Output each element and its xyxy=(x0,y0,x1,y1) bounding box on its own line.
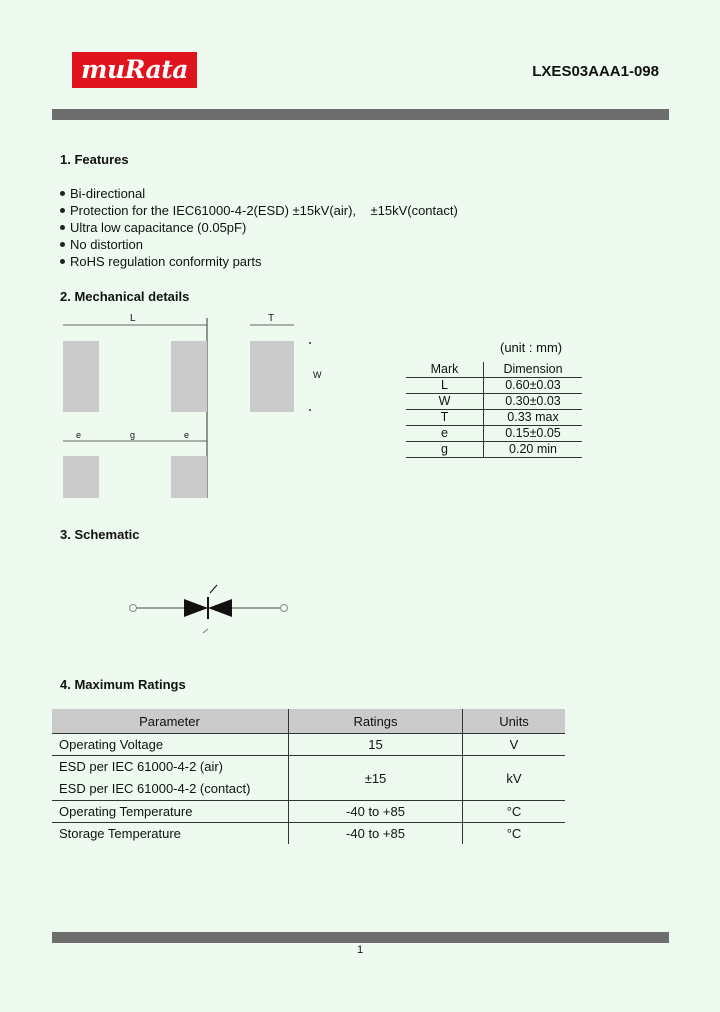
list-item: Bi-directional xyxy=(60,185,458,202)
ratings-table xyxy=(52,709,565,844)
list-item: Ultra low capacitance (0.05pF) xyxy=(60,219,458,236)
murata-logo: muRata xyxy=(72,52,197,88)
header-divider xyxy=(52,109,669,120)
unit-note: (unit : mm) xyxy=(500,340,563,355)
features-title: 1. Features xyxy=(60,152,129,167)
table-row: L 0.60±0.03 xyxy=(406,378,582,394)
schematic-diagram xyxy=(120,575,300,645)
diode-right-icon xyxy=(208,599,232,617)
pad-top-right xyxy=(171,341,207,412)
list-item: Protection for the IEC61000-4-2(ESD) ±15kV(air), ±15kV(contact) xyxy=(60,202,458,219)
dim-tick-W-top xyxy=(309,342,311,344)
features-list xyxy=(60,185,458,270)
diode-left-icon xyxy=(184,599,208,617)
table-row: e 0.15±0.05 xyxy=(406,426,582,442)
label-T: T xyxy=(268,313,275,324)
label-W: W xyxy=(313,370,322,380)
table-row: Storage Temperature -40 to +85 °C xyxy=(52,823,565,845)
bullet-icon xyxy=(60,191,65,196)
table-row: W 0.30±0.03 xyxy=(406,394,582,410)
schematic-title: 3. Schematic xyxy=(60,527,140,542)
table-row: ESD per IEC 61000-4-2 (air) ESD per IEC 61000-4-2 (contact) ±15 kV xyxy=(52,756,565,801)
label-e-right: e xyxy=(184,430,190,440)
table-row: T 0.33 max xyxy=(406,410,582,426)
pad-bottom-right xyxy=(171,456,207,498)
side-view-body xyxy=(250,341,294,412)
label-e-left: e xyxy=(76,430,82,440)
table-row: g 0.20 min xyxy=(406,442,582,458)
terminal-left-icon xyxy=(130,605,137,612)
terminal-right-icon xyxy=(281,605,288,612)
mechanical-title: 2. Mechanical details xyxy=(60,289,190,304)
table-row: Operating Temperature -40 to +85 °C xyxy=(52,801,565,823)
ratings-title: 4. Maximum Ratings xyxy=(60,677,186,692)
footer-divider xyxy=(52,932,669,943)
page-number: 1 xyxy=(356,944,364,956)
label-L: L xyxy=(130,313,136,324)
list-item: RoHS regulation conformity parts xyxy=(60,253,458,270)
label-g: g xyxy=(130,430,136,440)
part-number: LXES03AAA1-098 xyxy=(532,63,659,80)
bullet-icon xyxy=(60,208,65,213)
bullet-icon xyxy=(60,225,65,230)
pad-top-left xyxy=(63,341,99,412)
table-row: Parameter Ratings Units xyxy=(52,709,565,734)
dim-tick-W-bottom xyxy=(309,409,311,411)
table-row: Operating Voltage 15 V xyxy=(52,734,565,756)
pad-bottom-left xyxy=(63,456,99,498)
table-row: Mark Dimension xyxy=(406,362,582,378)
bullet-icon xyxy=(60,242,65,247)
dimension-table xyxy=(406,362,582,458)
list-item: No distortion xyxy=(60,236,458,253)
bullet-icon xyxy=(60,259,65,264)
